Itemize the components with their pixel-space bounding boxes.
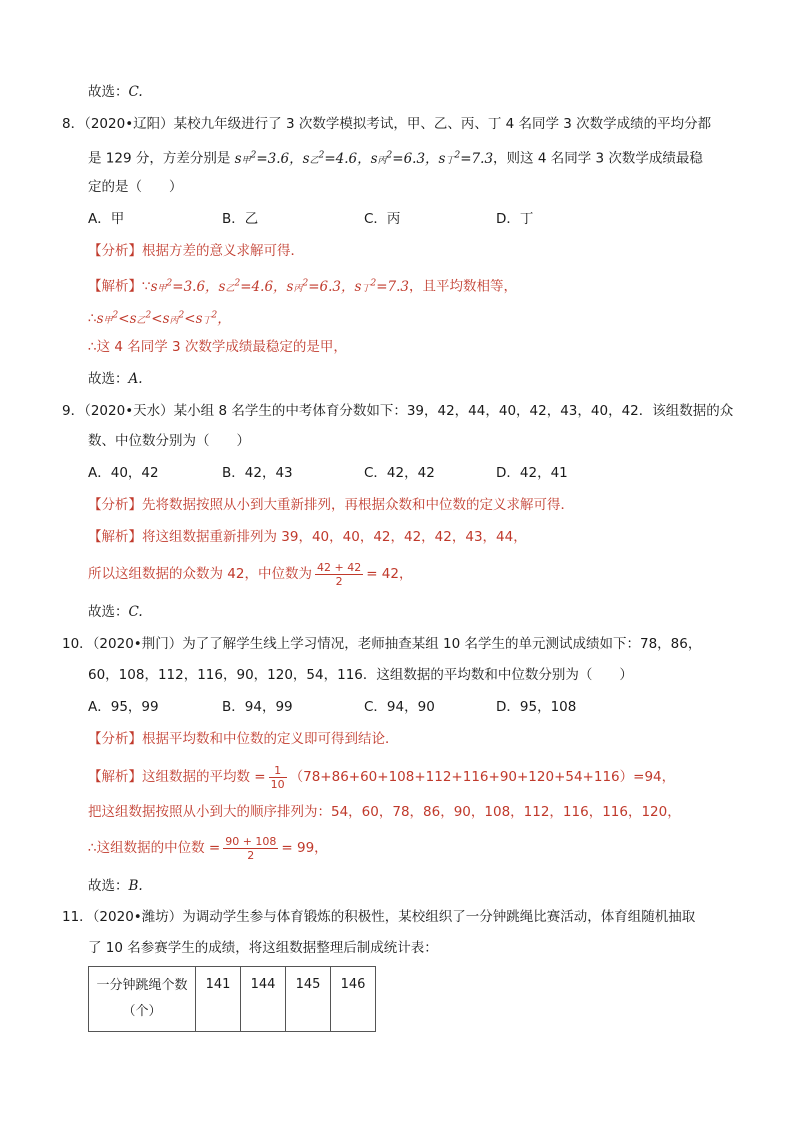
- answer-value: C.: [128, 84, 143, 100]
- q8-solution: [88, 273, 517, 299]
- q10-stem-line1: 10．（2020•荆门）为了了解学生线上学习情况，老师抽查某组 10 名学生的单元测试成绩如下：78，86，: [62, 636, 702, 652]
- fraction-denominator: 2: [335, 574, 343, 588]
- q8-option-a: A．甲: [88, 211, 125, 227]
- solution-tag: 【解析】: [88, 278, 142, 295]
- analysis-text: 先将数据按照从小到大重新排列，再根据众数和中位数的定义求解可得．: [142, 497, 574, 513]
- step-text: 所以这组数据的众数为 42，中位数为: [88, 566, 312, 582]
- q8-step2: [88, 305, 231, 331]
- step-result: = 42，: [366, 566, 413, 582]
- q10-stem-line2: 60，108，112，116，90，120，54，116．这组数据的平均数和中位数分别为（ ）: [88, 667, 633, 683]
- step-result: = 99，: [281, 840, 328, 856]
- q9-option-b: B．42，43: [222, 465, 293, 481]
- answer-label: 故选：: [88, 878, 129, 894]
- cell-value: 144: [250, 977, 276, 992]
- q10-answer: [88, 876, 143, 896]
- analysis-tag: 【分析】: [88, 731, 142, 747]
- analysis-tag: 【分析】: [88, 243, 142, 259]
- fraction-numerator: 42 + 42: [316, 560, 362, 574]
- variance-values: s甲$^2$=3.6，s乙$^2$=4.6，s丙$^2$=6.3，s丁$^2$=7.3: [150, 278, 409, 295]
- q8-stem-text-end: ，则这 4 名同学 3 次数学成绩最稳: [493, 150, 703, 167]
- q10-analysis: [88, 729, 399, 749]
- q9-stem-line2: 数、中位数分别为（ ）: [88, 433, 250, 449]
- q8-analysis: [88, 241, 304, 261]
- q8-stem-line1: 8．（2020•辽阳）某校九年级进行了 3 次数学模拟考试，甲、乙、丙、丁 4 名同学 3 次数学成绩的平均分都: [62, 116, 712, 132]
- solution-tag: 【解析】: [88, 769, 142, 785]
- table-cell: [331, 967, 376, 1032]
- q9-stem-line1: 9．（2020•天水）某小组 8 名学生的中考体育分数如下：39，42，44，40，42，43，40，42．该组数据的众: [62, 403, 734, 419]
- q9-step2: [88, 560, 412, 588]
- median-fraction: [315, 561, 363, 588]
- fraction-denominator: 10: [270, 777, 285, 791]
- q9-solution: [88, 527, 527, 547]
- q8-stem-line3: 定的是（ ）: [88, 179, 183, 195]
- cell-value: 141: [205, 977, 231, 992]
- q10-solution: [88, 763, 675, 791]
- answer-value: B.: [128, 878, 143, 894]
- answer-label: 故选：: [88, 604, 129, 620]
- table-header-unit: （个）: [122, 1004, 162, 1019]
- table-cell: [196, 967, 241, 1032]
- therefore-symbol: ∴: [88, 310, 97, 327]
- solution-tag: 【解析】: [88, 529, 142, 545]
- median-fraction: [223, 835, 278, 862]
- answer-value: C.: [128, 604, 143, 620]
- q10-option-a: A．95，99: [88, 699, 159, 715]
- answer-value: A.: [128, 371, 143, 387]
- table-row: [89, 967, 376, 1032]
- q10-step2: 把这组数据按照从小到大的顺序排列为：54，60，78，86，90，108，112，116，116，120，: [88, 804, 681, 820]
- q8-answer: [88, 369, 143, 389]
- analysis-text: 根据平均数和中位数的定义即可得到结论．: [142, 731, 399, 747]
- fraction-numerator: 90 + 108: [225, 834, 277, 848]
- variance-list: s甲$^2$=3.6，s乙$^2$=4.6，s丙$^2$=6.3，s丁$^2$=7.3: [234, 150, 494, 167]
- q11-stem-line2: 了 10 名参赛学生的成绩，将这组数据整理后制成统计表：: [88, 940, 438, 956]
- jump-rope-table: [88, 966, 376, 1032]
- q7-answer: [88, 82, 143, 102]
- solution-text: 这组数据的平均数 =: [142, 769, 266, 785]
- answer-label: 故选：: [88, 84, 129, 100]
- variance-order: s甲$^2$<s乙$^2$<s丙$^2$<s丁$^2$，: [96, 310, 231, 327]
- analysis-tag: 【分析】: [88, 497, 142, 513]
- q8-option-b: B．乙: [222, 211, 259, 227]
- solution-text: 将这组数据重新排列为 39，40，40，42，42，42，43，44，: [142, 529, 527, 545]
- step-text: ∴这组数据的中位数 =: [88, 840, 221, 856]
- q9-option-a: A．40，42: [88, 465, 159, 481]
- q9-option-c: C．42，42: [364, 465, 435, 481]
- q10-option-d: D．95，108: [496, 699, 577, 715]
- because-symbol: ∵: [142, 278, 151, 295]
- table-cell: [241, 967, 286, 1032]
- q8-option-d: D．丁: [496, 211, 534, 227]
- solution-sum: （78+86+60+108+112+116+90+120+54+116）=94，: [289, 769, 676, 785]
- q10-step3: [88, 834, 328, 862]
- q10-option-b: B．94，99: [222, 699, 293, 715]
- solution-text: ，且平均数相等，: [408, 278, 517, 295]
- table-cell: [286, 967, 331, 1032]
- mean-fraction: [269, 764, 287, 791]
- q11-stem-line1: 11．（2020•潍坊）为调动学生参与体育锻炼的积极性，某校组织了一分钟跳绳比赛活动，体育组随机抽取: [62, 909, 696, 925]
- table-header-cell: [89, 967, 196, 1032]
- q9-answer: [88, 602, 143, 622]
- q8-option-c: C．丙: [364, 211, 401, 227]
- q9-option-d: D．42，41: [496, 465, 568, 481]
- cell-value: 145: [295, 977, 321, 992]
- cell-value: 146: [340, 977, 366, 992]
- table-header-label: 一分钟跳绳个数: [96, 978, 188, 993]
- fraction-numerator: 1: [269, 764, 287, 778]
- q9-analysis: [88, 495, 574, 515]
- q8-stem-text: 是 129 分，方差分别是: [88, 150, 235, 167]
- fraction-denominator: 2: [247, 848, 255, 862]
- analysis-text: 根据方差的意义求解可得．: [142, 243, 304, 259]
- q8-step3: ∴这 4 名同学 3 次数学成绩最稳定的是甲，: [88, 339, 347, 355]
- answer-label: 故选：: [88, 371, 129, 387]
- q8-stem-line2: [88, 145, 703, 171]
- q10-option-c: C．94，90: [364, 699, 435, 715]
